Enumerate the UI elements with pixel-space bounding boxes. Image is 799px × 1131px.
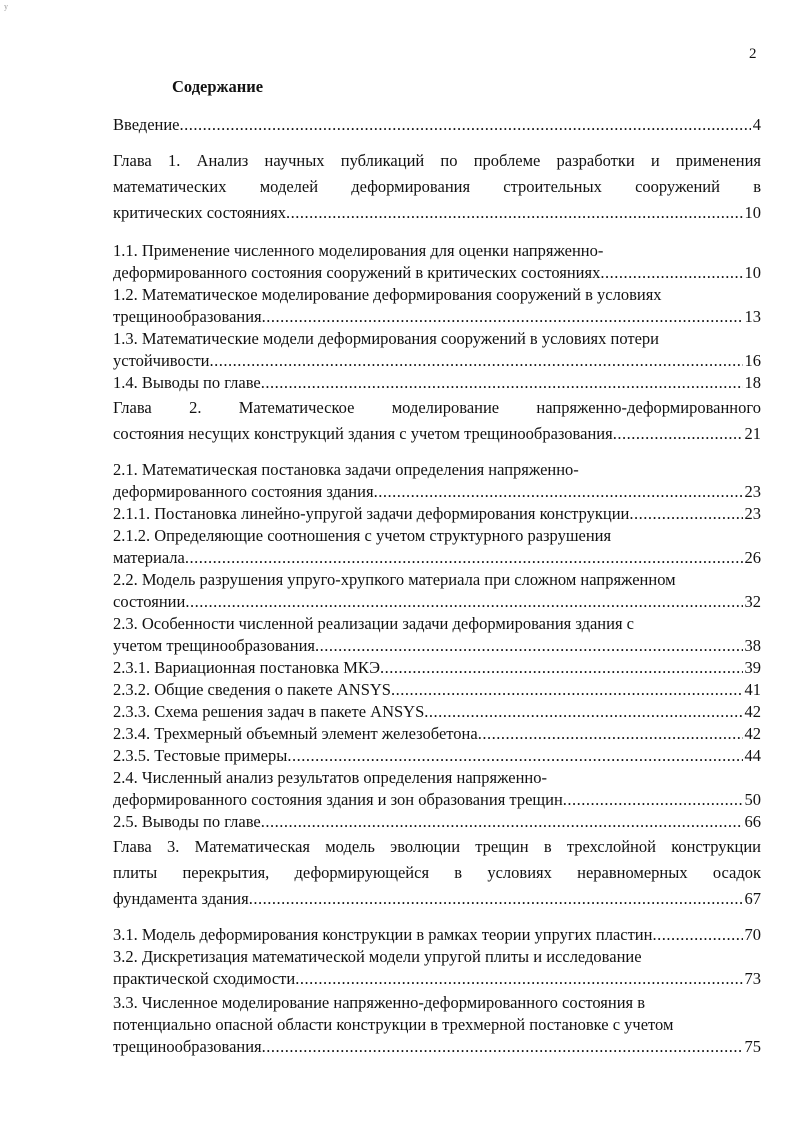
leader-dots bbox=[261, 372, 743, 394]
toc-entry-2-1-1[interactable] bbox=[113, 503, 761, 525]
toc-entry-text: Глава 1. Анализ научных публикаций по проблеме разработки и применения bbox=[113, 151, 761, 170]
toc-entry-text: математических моделей деформирования строительных сооружений в bbox=[113, 177, 761, 196]
leader-dots bbox=[380, 657, 743, 679]
leader-dots bbox=[613, 421, 743, 447]
leader-dots bbox=[315, 635, 742, 657]
toc-entry-text: 1.3. Математические модели деформирования сооружений в условиях потери bbox=[113, 329, 659, 348]
toc-entry-text: 2.2. Модель разрушения упруго-хрупкого материала при сложном напряженном bbox=[113, 570, 676, 589]
toc-page-number: 18 bbox=[744, 373, 761, 392]
toc-entry-text: 2.3.3. Схема решения задач в пакете ANSYS bbox=[113, 702, 425, 721]
leader-dots bbox=[563, 789, 743, 811]
scan-mark: у bbox=[4, 2, 8, 11]
toc-entry-text: устойчивости bbox=[113, 351, 210, 370]
toc-entry-2-3-3[interactable] bbox=[113, 701, 761, 723]
toc-entry-text: состоянии bbox=[113, 592, 186, 611]
leader-dots bbox=[180, 114, 751, 136]
toc-page-number: 50 bbox=[744, 790, 761, 809]
leader-dots bbox=[391, 679, 743, 701]
toc-entry-1-1[interactable] bbox=[113, 240, 761, 284]
toc-entry-text: трещинообразования bbox=[113, 1037, 262, 1056]
toc-page-number: 10 bbox=[744, 263, 761, 282]
toc-entry-text: Глава 2. Математическое моделирование напряженно-деформированного bbox=[113, 398, 761, 417]
leader-dots bbox=[478, 723, 743, 745]
toc-page-number: 42 bbox=[744, 724, 761, 743]
toc-page-number: 26 bbox=[744, 548, 761, 567]
leader-dots bbox=[652, 924, 742, 946]
toc-entry-intro[interactable] bbox=[113, 114, 761, 136]
toc-entry-2-3-2[interactable] bbox=[113, 679, 761, 701]
toc-page-number: 67 bbox=[744, 889, 761, 908]
toc-page-number: 42 bbox=[744, 702, 761, 721]
toc-entry-text: потенциально опасной области конструкции в трехмерной постановке с учетом bbox=[113, 1015, 674, 1034]
toc-page-number: 23 bbox=[744, 504, 761, 523]
leader-dots bbox=[261, 811, 743, 833]
toc-entry-text: 2.1.1. Постановка линейно-упругой задачи деформирования конструкции bbox=[113, 504, 630, 523]
leader-dots bbox=[262, 1036, 743, 1058]
toc-entry-2-4[interactable] bbox=[113, 767, 761, 811]
toc-entry-text: 2.3.5. Тестовые примеры bbox=[113, 746, 288, 765]
toc-entry-1-2[interactable] bbox=[113, 284, 761, 328]
toc-entry-text: фундамента здания bbox=[113, 889, 249, 908]
toc-entry-text: учетом трещинообразования bbox=[113, 636, 316, 655]
toc-page-number: 13 bbox=[744, 307, 761, 326]
toc-page-number: 16 bbox=[744, 351, 761, 370]
toc-page-number: 44 bbox=[744, 746, 761, 765]
toc-entry-chapter-2[interactable] bbox=[113, 395, 761, 447]
toc-entry-2-3-1[interactable] bbox=[113, 657, 761, 679]
leader-dots bbox=[629, 503, 742, 525]
toc-entry-text: 2.3. Особенности численной реализации задачи деформирования здания с bbox=[113, 614, 635, 633]
toc-page-number: 10 bbox=[744, 203, 761, 222]
toc-page-number: 73 bbox=[744, 969, 761, 988]
toc-entry-text: Введение bbox=[113, 115, 180, 134]
toc-entry-2-1-2[interactable] bbox=[113, 525, 761, 569]
toc-entry-2-1[interactable] bbox=[113, 459, 761, 503]
toc-entry-text: 3.3. Численное моделирование напряженно-деформированного состояния в bbox=[113, 993, 646, 1012]
toc-entry-text: деформированного состояния здания и зон образования трещин bbox=[113, 790, 563, 809]
toc-entry-text: деформированного состояния сооружений в критических состояниях bbox=[113, 263, 601, 282]
toc-entry-chapter-1[interactable] bbox=[113, 148, 761, 226]
toc-page-number: 21 bbox=[744, 424, 761, 443]
toc-entry-text: 2.1. Математическая постановка задачи определения напряженно- bbox=[113, 460, 579, 479]
toc-entry-2-3[interactable] bbox=[113, 613, 761, 657]
toc-entry-text: 2.1.2. Определяющие соотношения с учетом структурного разрушения bbox=[113, 526, 612, 545]
toc-page-number: 70 bbox=[744, 925, 761, 944]
leader-dots bbox=[424, 701, 742, 723]
toc-entry-text: Глава 3. Математическая модель эволюции трещин в трехслойной конструкции bbox=[113, 837, 761, 856]
toc-entry-3-2[interactable] bbox=[113, 946, 761, 990]
toc-page-number: 39 bbox=[744, 658, 761, 677]
toc-entry-1-4[interactable] bbox=[113, 372, 761, 394]
toc-entry-text: 1.2. Математическое моделирование деформирования сооружений в условиях bbox=[113, 285, 662, 304]
toc-page-number: 32 bbox=[744, 592, 761, 611]
toc-entry-text: 2.5. Выводы по главе bbox=[113, 812, 261, 831]
leader-dots bbox=[185, 547, 743, 569]
leader-dots bbox=[185, 591, 742, 613]
toc-page-number: 41 bbox=[744, 680, 761, 699]
toc-entry-2-5[interactable] bbox=[113, 811, 761, 833]
leader-dots bbox=[209, 350, 742, 372]
toc-entry-text: практической сходимости bbox=[113, 969, 296, 988]
toc-entry-2-3-4[interactable] bbox=[113, 723, 761, 745]
leader-dots bbox=[600, 262, 742, 284]
leader-dots bbox=[286, 200, 742, 226]
toc-entry-1-3[interactable] bbox=[113, 328, 761, 372]
toc-page-number: 23 bbox=[744, 482, 761, 501]
toc-entry-text: 3.2. Дискретизация математической модели упругой плиты и исследование bbox=[113, 947, 642, 966]
toc-entry-2-3-5[interactable] bbox=[113, 745, 761, 767]
leader-dots bbox=[262, 306, 743, 328]
toc-entry-text: критических состояниях bbox=[113, 203, 287, 222]
toc-page-number: 38 bbox=[744, 636, 761, 655]
toc-entry-3-3[interactable] bbox=[113, 992, 761, 1058]
toc-entry-text: 2.4. Численный анализ результатов определения напряженно- bbox=[113, 768, 548, 787]
toc-entry-text: трещинообразования bbox=[113, 307, 262, 326]
toc-entry-text: 2.3.2. Общие сведения о пакете ANSYS bbox=[113, 680, 391, 699]
toc-entry-text: деформированного состояния здания bbox=[113, 482, 374, 501]
toc-entry-chapter-3[interactable] bbox=[113, 834, 761, 912]
toc-entry-text: 2.3.1. Вариационная постановка МКЭ bbox=[113, 658, 380, 677]
toc-page-number: 75 bbox=[744, 1037, 761, 1056]
leader-dots bbox=[249, 886, 743, 912]
toc-page-number: 66 bbox=[744, 812, 761, 831]
page-number: 2 bbox=[749, 46, 757, 62]
table-of-contents bbox=[113, 112, 761, 1058]
toc-entry-text: 2.3.4. Трехмерный объемный элемент железобетона bbox=[113, 724, 478, 743]
toc-entry-3-1[interactable] bbox=[113, 924, 761, 946]
toc-entry-text: 3.1. Модель деформирования конструкции в рамках теории упругих пластин bbox=[113, 925, 653, 944]
toc-entry-text: состояния несущих конструкций здания с учетом трещинообразования bbox=[113, 424, 613, 443]
toc-entry-2-2[interactable] bbox=[113, 569, 761, 613]
toc-entry-text: плиты перекрытия, деформирующейся в условиях неравномерных осадок bbox=[113, 863, 761, 882]
toc-entry-text: материала bbox=[113, 548, 185, 567]
toc-entry-text: 1.1. Применение численного моделирования для оценки напряженно- bbox=[113, 241, 604, 260]
leader-dots bbox=[295, 968, 742, 990]
leader-dots bbox=[287, 745, 742, 767]
toc-title: Содержание bbox=[172, 77, 264, 96]
leader-dots bbox=[374, 481, 743, 503]
toc-entry-text: 1.4. Выводы по главе bbox=[113, 373, 261, 392]
toc-page-number: 4 bbox=[752, 115, 761, 134]
